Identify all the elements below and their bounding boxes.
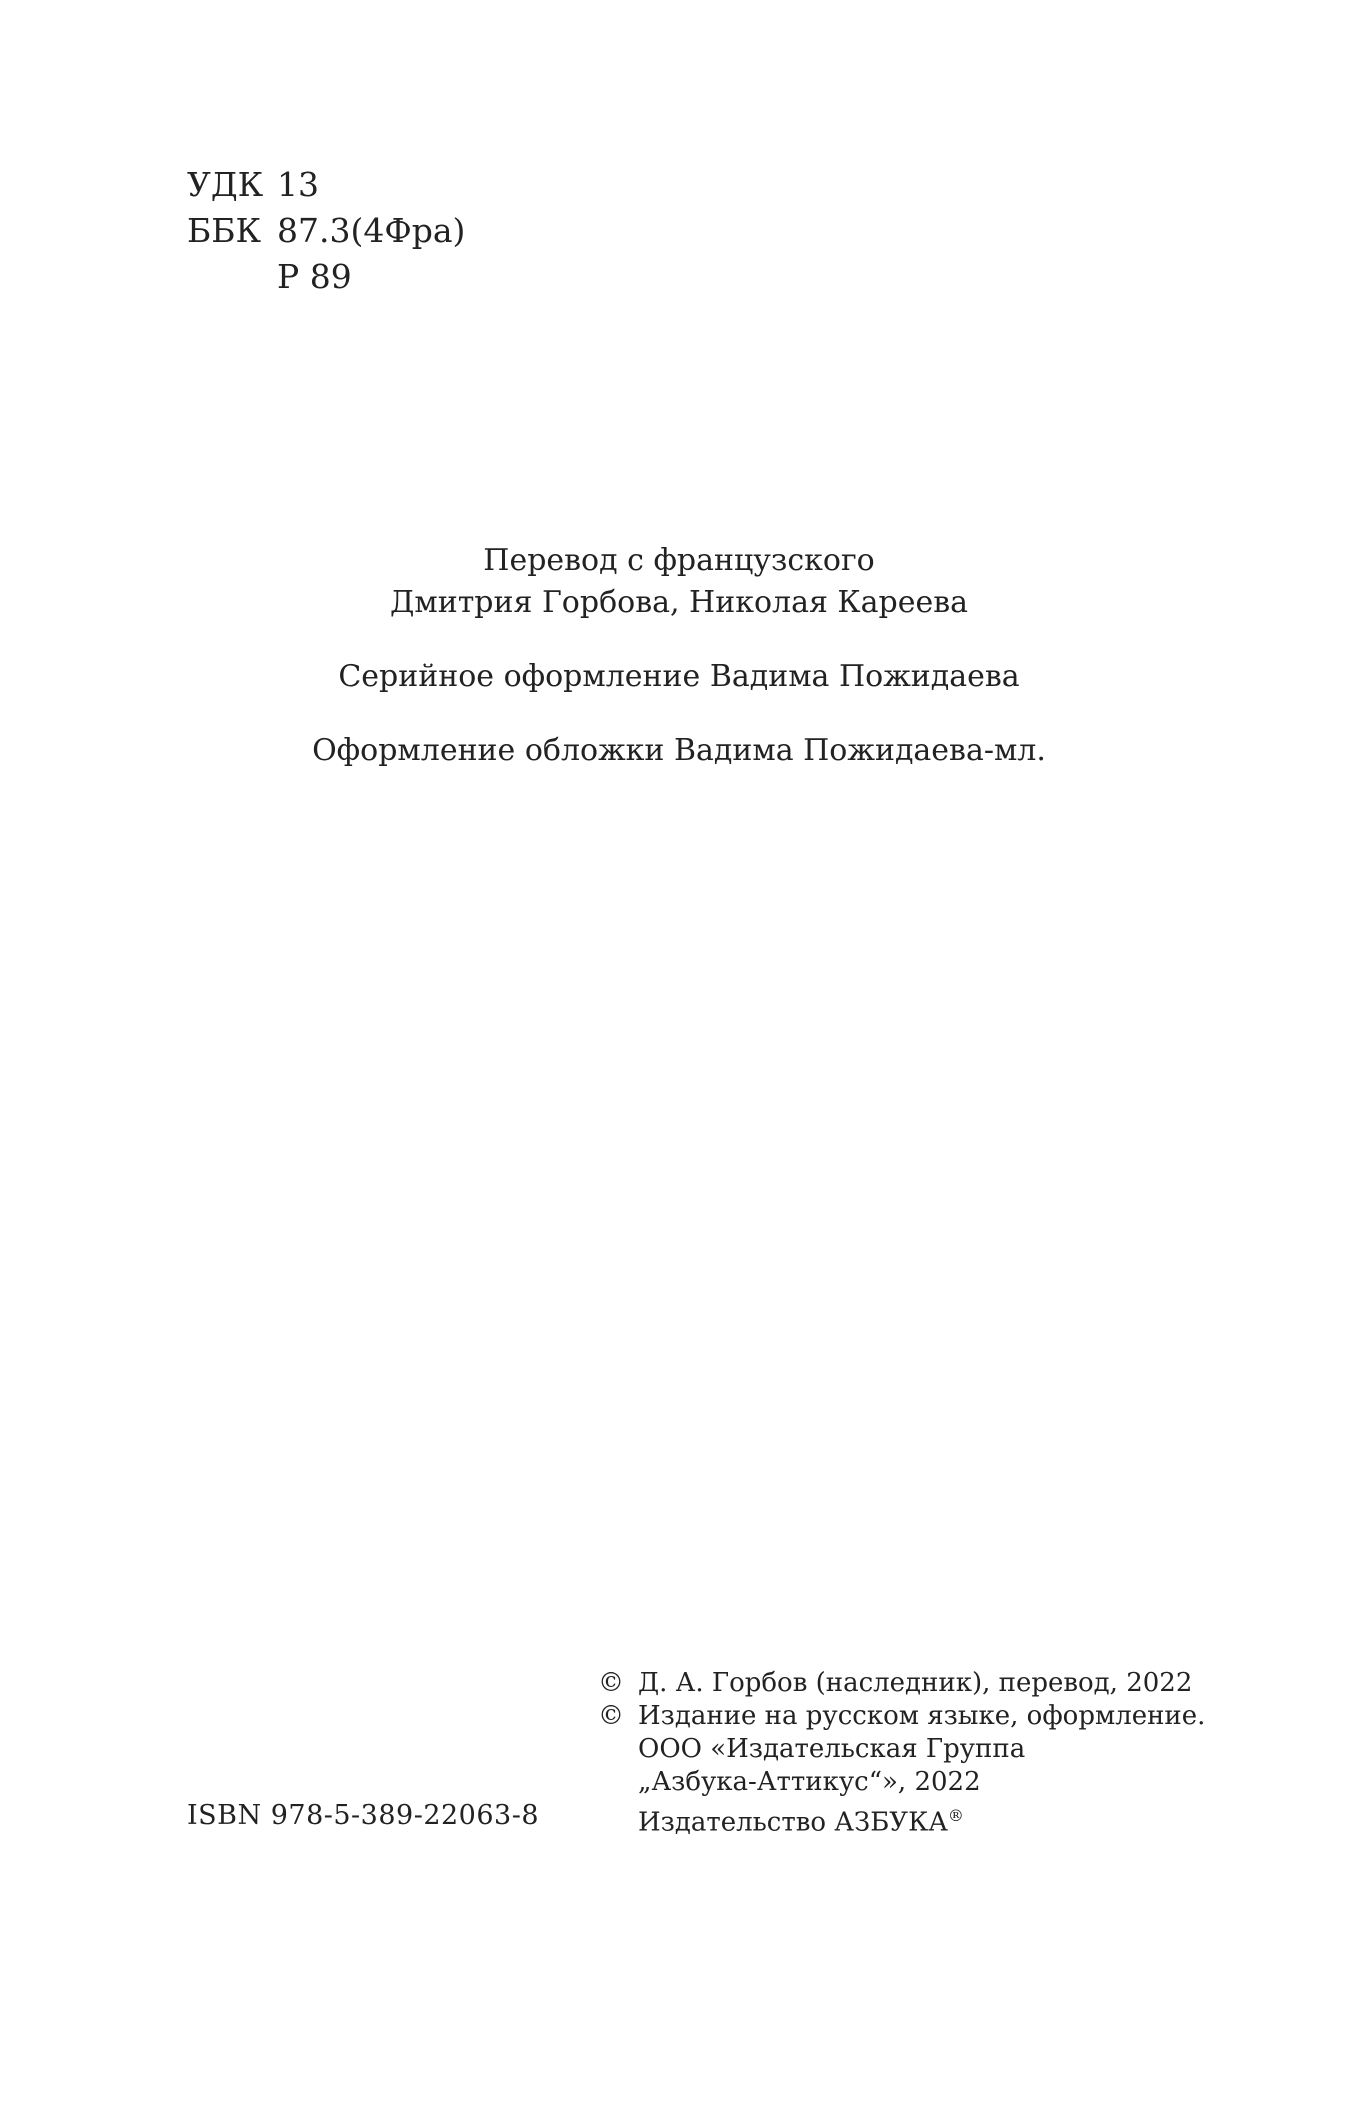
copyright-text-2: Издание на русском языке, оформление. xyxy=(638,1701,1206,1731)
copyright-icon: © xyxy=(598,1701,624,1731)
series-design-credit xyxy=(0,656,1358,698)
copyright-line-3: ООО «Издательская Группа xyxy=(638,1734,1026,1764)
series-design-line: Серийное оформление Вадима Пожидаева xyxy=(338,659,1020,694)
udk-label: УДК xyxy=(187,165,264,204)
author-sign: Р 89 xyxy=(277,257,352,296)
bbk-label: ББК xyxy=(187,211,262,250)
copyright-line-2 xyxy=(598,1700,1205,1733)
isbn: ISBN 978-5-389-22063-8 xyxy=(187,1800,540,1831)
copyright-icon: © xyxy=(598,1668,624,1698)
copyright-line-1 xyxy=(598,1667,1205,1700)
translation-credit xyxy=(0,540,1358,624)
cover-design-line: Оформление обложки Вадима Пожидаева-мл. xyxy=(312,733,1046,768)
registered-trademark-icon: ® xyxy=(947,1806,964,1825)
bbk-value: 87.3(4Фра) xyxy=(277,211,466,250)
copyright-text-1: Д. А. Горбов (наследник), перевод, 2022 xyxy=(638,1668,1193,1698)
bbk-row xyxy=(187,208,465,254)
udk-row xyxy=(187,162,465,208)
udk-value: 13 xyxy=(277,165,319,204)
copyright-block xyxy=(598,1667,1205,1840)
copyright-line-4: „Азбука-Аттикус“», 2022 xyxy=(638,1767,981,1797)
classification-block xyxy=(187,162,465,300)
translation-line-1: Перевод с французского xyxy=(483,543,875,578)
credits-block xyxy=(0,540,1358,804)
translation-line-2: Дмитрия Горбова, Николая Кареева xyxy=(389,585,969,620)
copyright-line-5 xyxy=(598,1799,1205,1840)
cover-design-credit xyxy=(0,730,1358,772)
publisher-name: Издательство АЗБУКА xyxy=(638,1807,948,1838)
